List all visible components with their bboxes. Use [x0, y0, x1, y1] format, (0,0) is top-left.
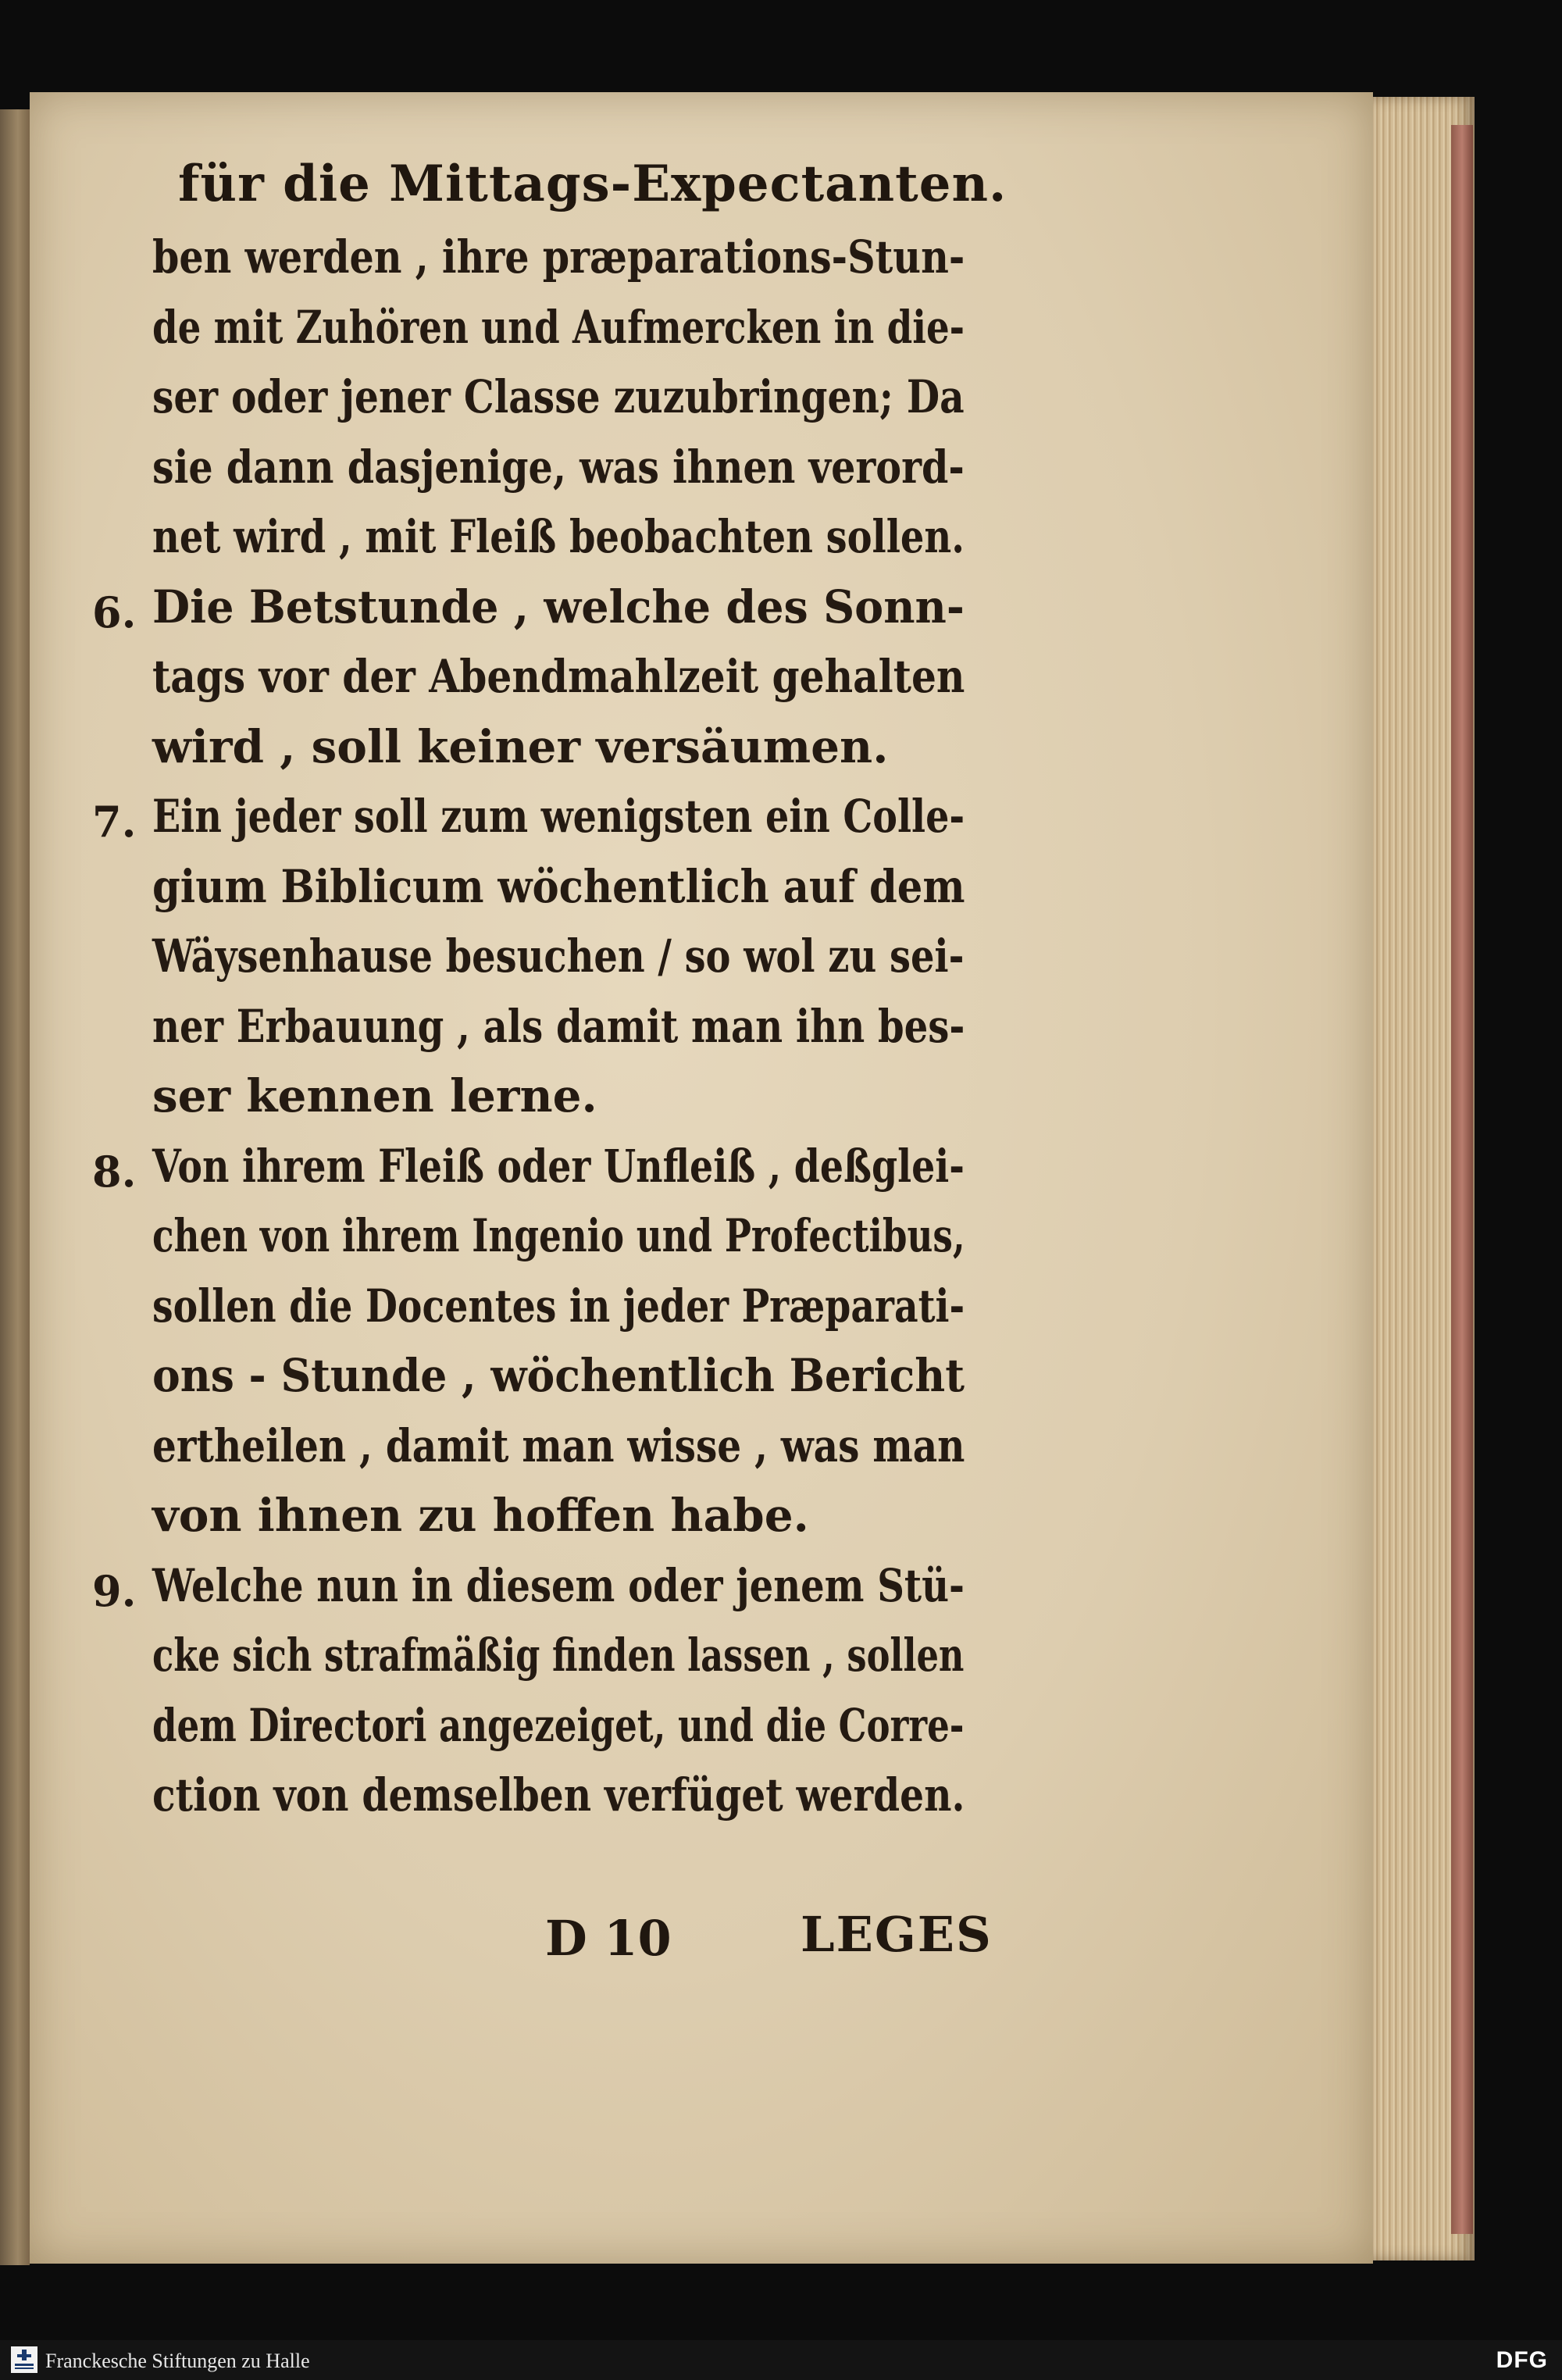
- institution-logo-icon: [11, 2346, 37, 2373]
- catchword: LEGES: [801, 1906, 993, 1963]
- text-line: ner Erbauung , als damit man ihn bes-: [152, 999, 965, 1053]
- text-line: ertheilen , damit man wisse , was man: [152, 1418, 965, 1472]
- text-line: de mit Zuhören und Aufmercken in die-: [152, 300, 965, 354]
- text-line: Die Betstunde , welche des Sonn-: [152, 580, 965, 633]
- text-line: ben werden , ihre præparations-Stun-: [152, 230, 965, 284]
- text-line: net wird , mit Fleiß beobachten sollen.: [152, 510, 965, 563]
- footer-bar: [0, 2340, 1562, 2380]
- text-line: cke sich strafmäßig finden lassen , sollen: [152, 1629, 965, 1682]
- text-line: gium Biblicum wöchentlich auf dem: [152, 859, 965, 913]
- text-line: Ein jeder soll zum wenigsten ein Colle-: [152, 790, 965, 843]
- text-line: wird , soll keiner versäumen.: [152, 719, 889, 773]
- running-head: für die Mittags-Expectanten.: [178, 155, 1007, 213]
- paragraph-number: 7.: [92, 797, 137, 847]
- text-line: tags vor der Abendmahlzeit gehalten: [152, 650, 965, 703]
- text-line: Von ihrem Fleiß oder Unfleiß , deßglei-: [152, 1139, 965, 1193]
- text-line: sie dann dasjenige, was ihnen verord-: [152, 440, 965, 494]
- dfg-logo: DFG: [1496, 2347, 1548, 2373]
- paragraph-number: 9.: [92, 1565, 137, 1616]
- text-line: Wäysenhause besuchen / so wol zu sei-: [152, 930, 965, 983]
- paragraph-number: 6.: [92, 587, 137, 637]
- text-line: ction von demselben verfüget werden.: [152, 1768, 965, 1822]
- text-line: dem Directori angezeiget, und die Corre-: [152, 1698, 965, 1752]
- text-line: ser oder jener Classe zuzubringen; Da: [152, 370, 965, 423]
- paragraph-number: 8.: [92, 1146, 137, 1197]
- text-line: ons - Stunde , wöchentlich Bericht: [152, 1349, 965, 1402]
- text-line: von ihnen zu hoffen habe.: [152, 1489, 809, 1542]
- institution-name: Franckesche Stiftungen zu Halle: [45, 2350, 310, 2372]
- text-line: Welche nun in diesem oder jenem Stü-: [152, 1558, 965, 1612]
- signature-mark: D 10: [545, 1910, 672, 1967]
- text-line: ser kennen lerne.: [152, 1069, 597, 1122]
- previous-page-edge: [0, 109, 30, 2265]
- text-line: chen von ihrem Ingenio und Profectibus,: [152, 1209, 965, 1262]
- red-edge-stain: [1451, 125, 1473, 2234]
- text-line: sollen die Docentes in jeder Præparati-: [152, 1279, 965, 1333]
